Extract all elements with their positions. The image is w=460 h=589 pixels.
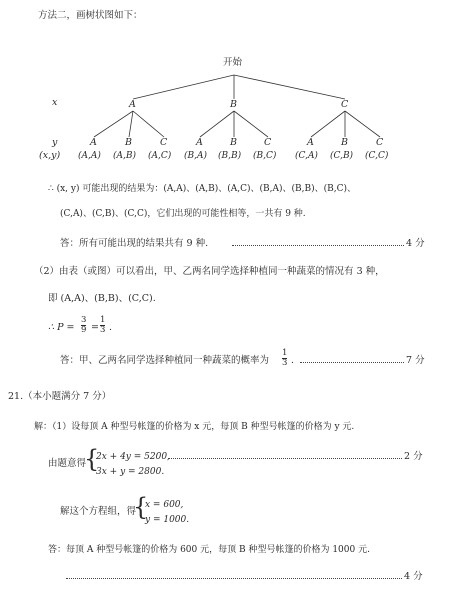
- tree-l2-0: A: [90, 137, 97, 148]
- prob-fraction-2-den: 3: [100, 325, 106, 335]
- prob-fraction-1-num: 3: [81, 315, 87, 325]
- branch-c-c: [345, 111, 380, 137]
- tree-l2-4: B: [230, 137, 237, 148]
- tree-l1-c: C: [341, 99, 349, 110]
- tree-pair-8: (C,C): [365, 151, 389, 161]
- answer-1: 答：所有可能出现的结果共有 9 种.: [60, 238, 209, 249]
- score-leader-3: [168, 458, 402, 459]
- score-1: 4 分: [406, 238, 425, 249]
- system-brace-1: {: [84, 445, 100, 473]
- tree-l2-6: A: [307, 137, 314, 148]
- tree-pair-4: (B,B): [218, 151, 242, 161]
- q21-sol-2: y = 1000.: [145, 515, 190, 525]
- branch-c-a: [311, 111, 345, 137]
- tree-root-label: 开始: [223, 57, 243, 68]
- tree-l2-7: B: [341, 137, 348, 148]
- system-brace-2: {: [133, 493, 149, 521]
- q21-answer: 答：每顶 A 种型号帐篷的价格为 600 元，每顶 B 种型号帐篷的价格为 1000 元.: [48, 545, 370, 555]
- part2-line-1: （2）由表（或图）可以看出，甲、乙两名同学选择种植同一种蔬菜的情况有 3 种，: [34, 266, 385, 277]
- q21-eq-1: 2x + 4y = 5200,: [96, 452, 170, 462]
- tree-pair-1: (A,B): [113, 151, 136, 161]
- tree-pair-7: (C,B): [330, 151, 354, 161]
- tree-pair-6: (C,A): [295, 151, 318, 161]
- branch-root-a: [133, 75, 234, 99]
- tree-pair-5: (B,C): [253, 151, 277, 161]
- q21-solve-prefix: 解这个方程组，得: [60, 506, 137, 517]
- part2-answer: 答：甲、乙两名同学选择种植同一种蔬菜的概率为: [60, 355, 270, 366]
- branch-a-b: [129, 111, 133, 137]
- q21-setup-prefix: 由题意得: [48, 458, 87, 469]
- score-leader-1: [232, 245, 404, 246]
- prob-fraction-2: [100, 316, 105, 335]
- prob-fraction-2-num: 1: [100, 315, 106, 325]
- tree-l2-3: A: [196, 137, 203, 148]
- tree-pair-3: (B,A): [184, 151, 207, 161]
- tree-l2-2: C: [160, 137, 168, 148]
- part2-score: 7 分: [406, 355, 425, 366]
- tree-branches: [94, 75, 380, 137]
- tree-pair-0: (A,A): [78, 151, 101, 161]
- score-leader-4: [66, 578, 402, 579]
- tree-l2-1: B: [125, 137, 132, 148]
- answer-fraction: [282, 349, 287, 368]
- prob-prefix: ∴ P =: [48, 322, 75, 333]
- branch-b-a: [200, 111, 234, 137]
- result-line-1: ∴ (x, y) 可能出现的结果为：(A,A)、(A,B)、(A,C)、(B,A)、(B,B)、(B,C)、: [48, 184, 356, 194]
- tree-x-label: x: [52, 97, 58, 108]
- q21-score-1: 2 分: [404, 451, 423, 462]
- branch-root-c: [234, 75, 345, 99]
- tree-y-label: y: [52, 137, 58, 148]
- q21-line-1: 解：（1）设每顶 A 种型号帐篷的价格为 x 元，每顶 B 种型号帐篷的价格为 y 元.: [34, 422, 355, 432]
- tree-l2-5: C: [264, 137, 272, 148]
- tree-l1-b: B: [230, 99, 237, 110]
- prob-end: .: [109, 322, 113, 333]
- prob-fraction-1: [81, 316, 86, 335]
- result-line-2: (C,A)、(C,B)、(C,C)，它们出现的可能性相等，一共有 9 种.: [60, 209, 306, 219]
- answer-fraction-den: 3: [282, 358, 288, 368]
- score-leader-2: [300, 362, 404, 363]
- q21-eq-2: 3x + y = 2800.: [96, 467, 165, 477]
- prob-fraction-1-den: 9: [81, 325, 87, 335]
- q21-heading: 21.（本小题满分 7 分）: [8, 391, 112, 402]
- branch-a-c: [133, 111, 164, 137]
- tree-xy-label: (x,y): [39, 150, 61, 161]
- q21-sol-1: x = 600,: [145, 500, 184, 510]
- answer-fraction-num: 1: [282, 348, 288, 358]
- part2-line-2: 即 (A,A)、(B,B)、(C,C).: [48, 293, 156, 304]
- prob-equals: =: [91, 322, 99, 333]
- tree-pair-2: (A,C): [148, 151, 172, 161]
- method2-heading: 方法二，画树状图如下：: [38, 10, 143, 21]
- q21-score-2: 4 分: [404, 571, 423, 582]
- branch-b-c: [234, 111, 268, 137]
- part2-answer-end: .: [291, 355, 295, 366]
- tree-l2-8: C: [376, 137, 384, 148]
- tree-l1-a: A: [129, 99, 136, 110]
- branch-a-a: [94, 111, 133, 137]
